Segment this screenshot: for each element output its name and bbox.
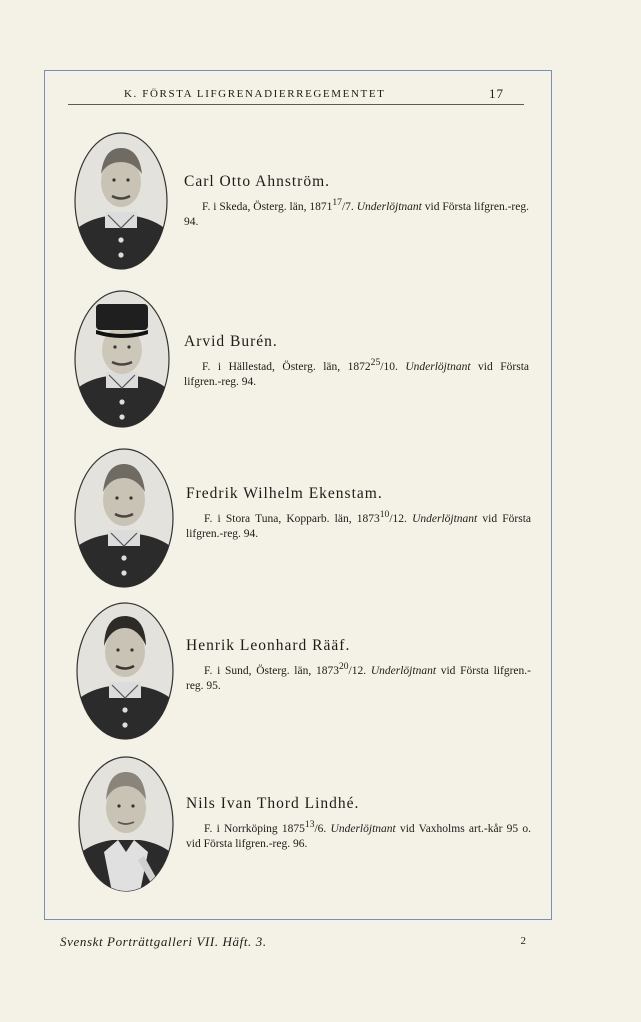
- portrait-photo: [74, 448, 174, 588]
- service-detail: vid Första lifgren.-reg. 95.: [186, 664, 531, 692]
- entry: [0, 290, 641, 430]
- entry-text: [184, 334, 529, 390]
- portrait-photo: [74, 132, 168, 270]
- date-day: 20: [338, 661, 349, 672]
- entry-detail: [184, 195, 529, 230]
- birth-detail: F. i Skeda, Österg. län, 1871: [202, 200, 333, 213]
- entry: [0, 448, 641, 588]
- service-detail: vid Första lifgren.-reg. 94.: [184, 360, 529, 388]
- date-month: /12.: [389, 512, 407, 525]
- person-name: Fredrik Wilhelm Ekenstam.: [186, 485, 383, 502]
- entry-text: [186, 796, 531, 852]
- footer: [60, 934, 530, 950]
- person-name: Henrik Leonhard Rääf.: [186, 637, 351, 654]
- person-name: Nils Ivan Thord Lindhé.: [186, 795, 360, 812]
- service-detail: vid Vaxholms art.-kår 95 o. vid Första lifgren.-reg. 96.: [186, 822, 531, 850]
- signature-mark: 2: [520, 935, 526, 947]
- entry: [0, 756, 641, 896]
- service-detail: vid Första lifgren.-reg. 94.: [184, 200, 529, 228]
- publication-title: Svenskt Porträttgalleri VII. Häft. 3.: [60, 934, 267, 949]
- page-number: 17: [489, 86, 504, 101]
- entry-text: [184, 174, 529, 230]
- birth-detail: F. i Norrköping 1875: [204, 822, 305, 835]
- entry-text: [186, 638, 531, 694]
- portrait-photo: [78, 756, 174, 892]
- portrait-photo: [76, 602, 174, 740]
- rank: Underlöjtnant: [356, 200, 422, 213]
- date-day: 17: [332, 197, 342, 208]
- date-day: 25: [370, 357, 381, 368]
- service-detail: vid Första lifgren.-reg. 94.: [186, 512, 532, 540]
- birth-detail: F. i Sund, Österg. län, 1873: [204, 664, 339, 677]
- rank: Underlöjtnant: [405, 360, 471, 373]
- entry-detail: [186, 659, 531, 694]
- entry-detail: [186, 817, 531, 852]
- date-day: 10: [379, 509, 390, 520]
- portrait-photo: [74, 290, 170, 428]
- date-month: /12.: [348, 664, 367, 677]
- date-month: /6.: [314, 822, 327, 835]
- rank: Underlöjtnant: [370, 664, 437, 677]
- person-name: Arvid Burén.: [184, 333, 278, 350]
- birth-detail: F. i Hällestad, Österg. län, 1872: [202, 360, 371, 373]
- entry-text: [186, 486, 531, 542]
- rank: Underlöjtnant: [330, 822, 396, 835]
- date-month: /7.: [341, 200, 354, 213]
- birth-detail: F. i Stora Tuna, Kopparb. län, 1873: [204, 512, 380, 525]
- entry-detail: [186, 507, 531, 542]
- running-head-title: K. FÖRSTA LIFGRENADIERREGEMENTET: [124, 88, 386, 100]
- person-name: Carl Otto Ahnström.: [184, 173, 331, 190]
- entry: [0, 132, 641, 272]
- entry: [0, 602, 641, 742]
- running-head: [68, 86, 524, 105]
- date-day: 13: [304, 819, 315, 830]
- entry-detail: [184, 355, 529, 390]
- rank: Underlöjtnant: [412, 512, 478, 525]
- date-month: /10.: [380, 360, 398, 373]
